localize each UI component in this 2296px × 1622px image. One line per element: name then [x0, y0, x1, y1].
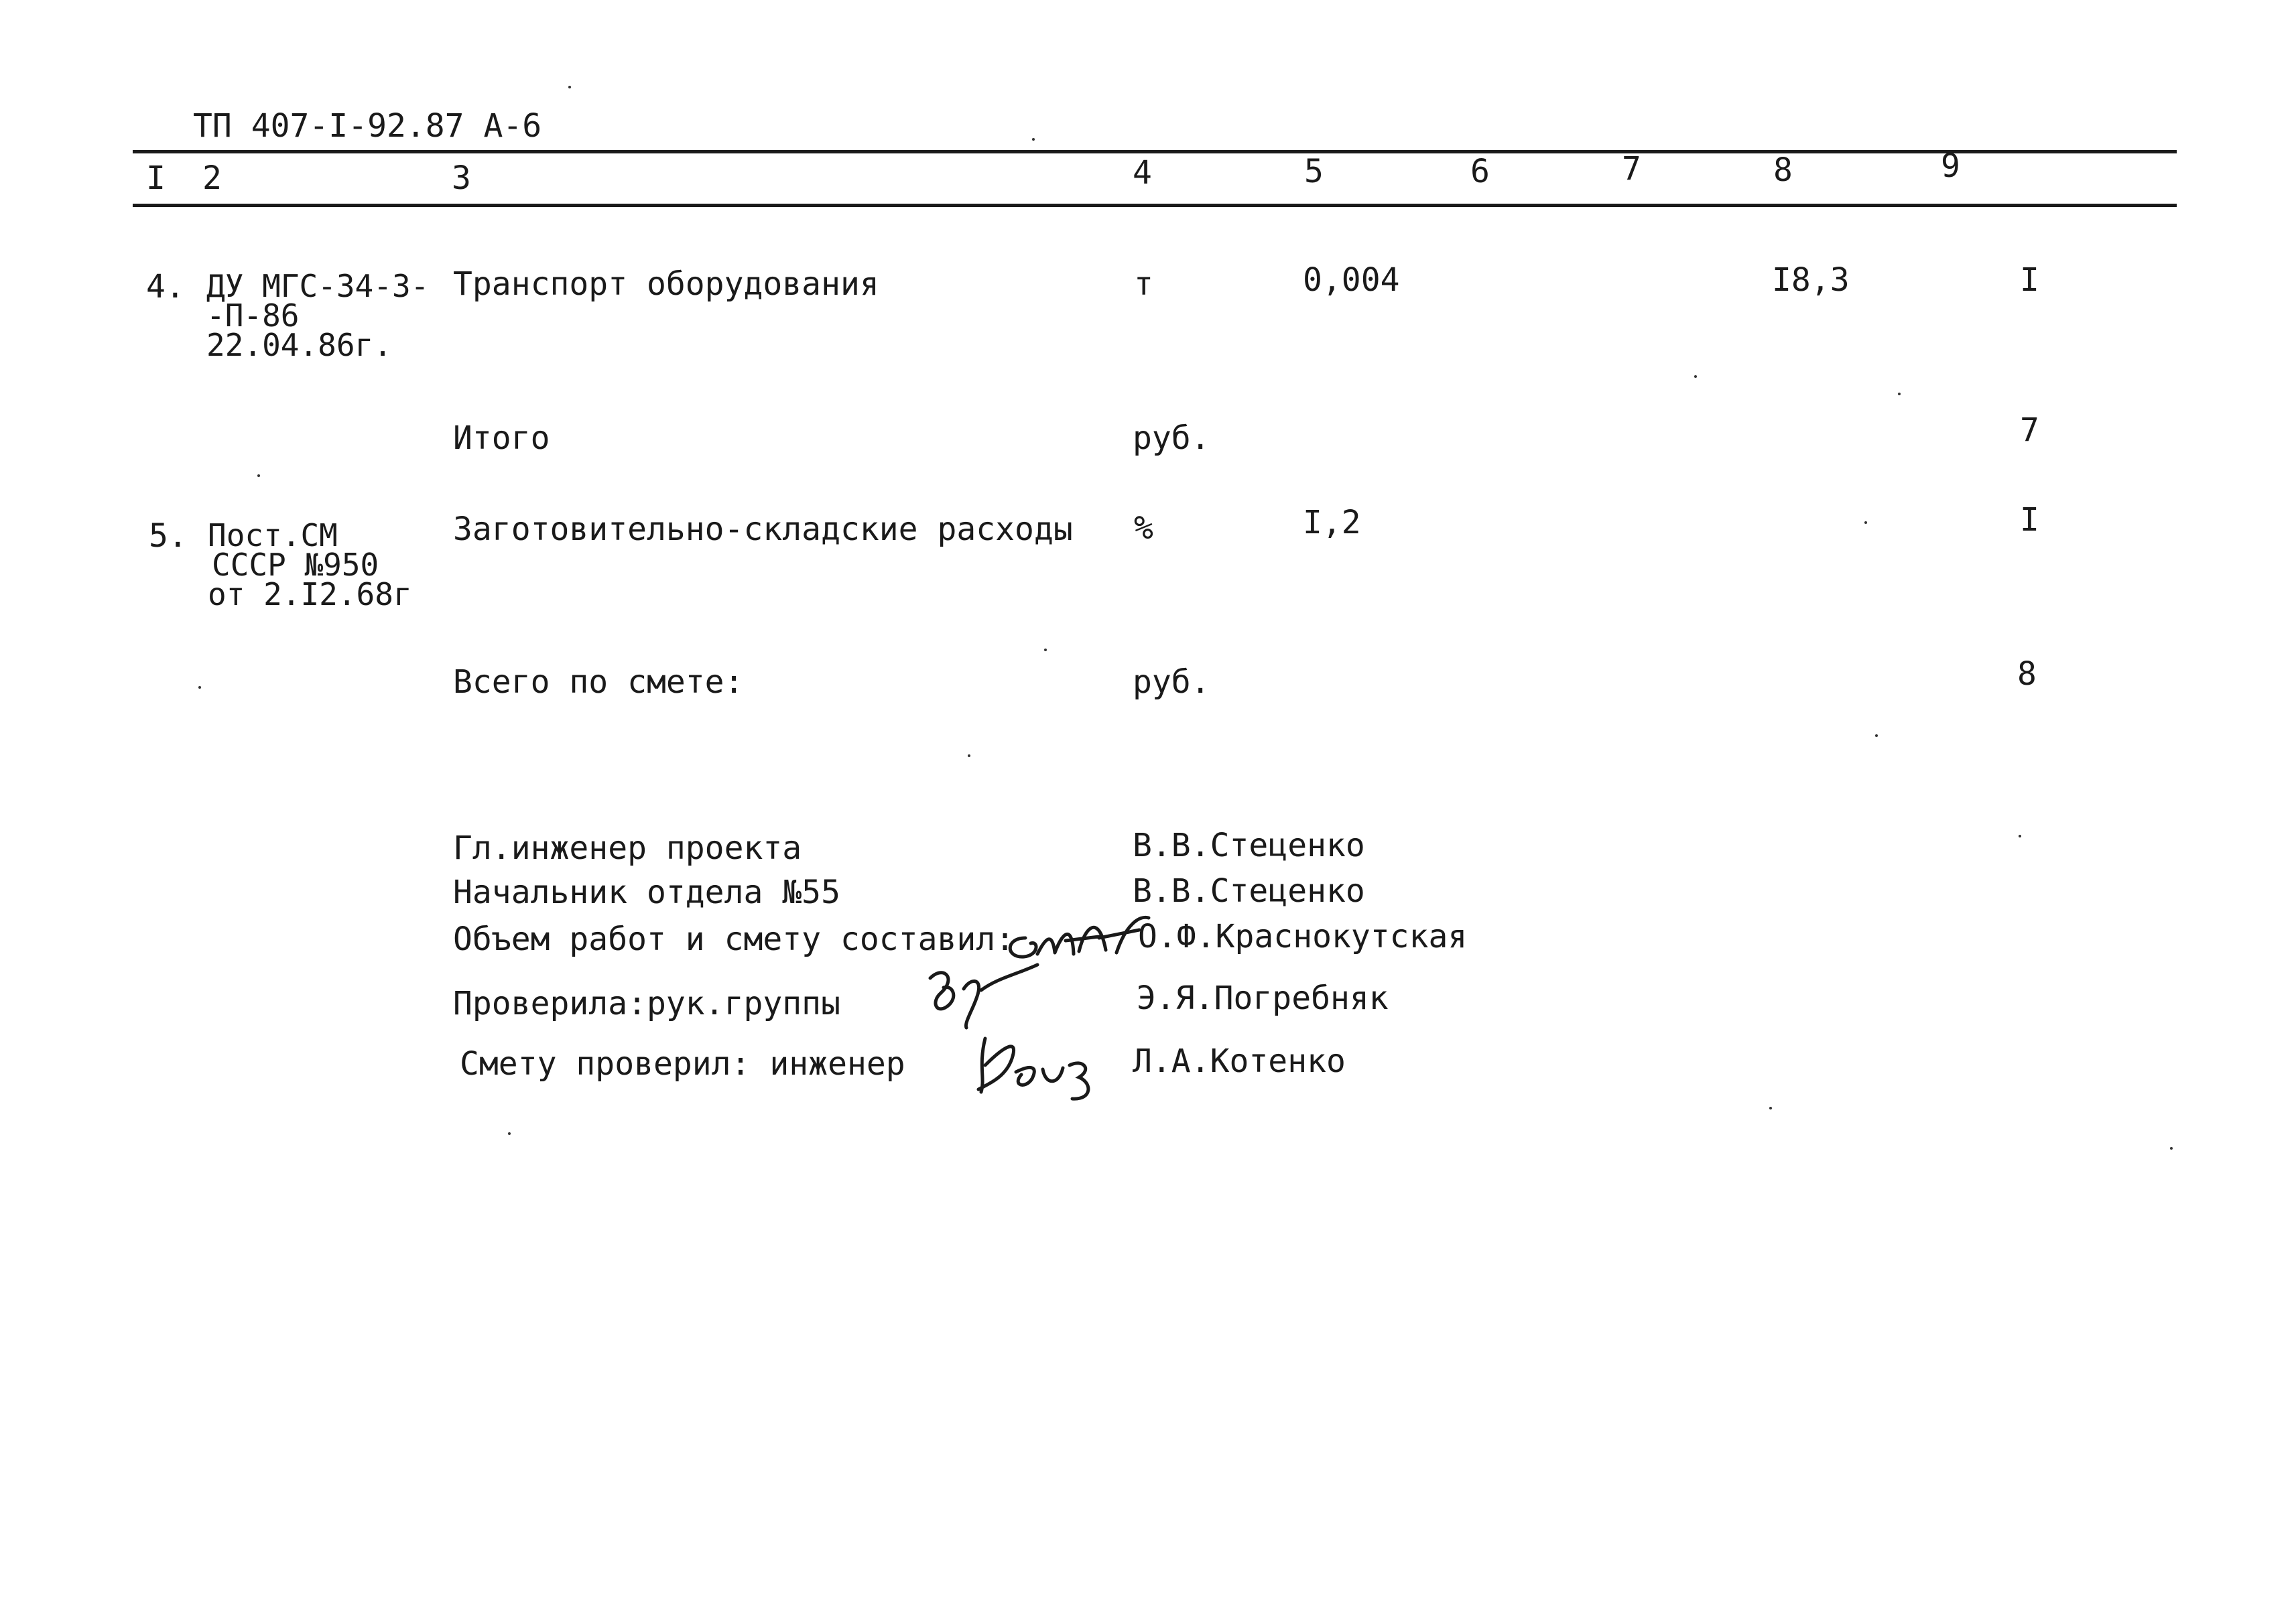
- signature-name: Л.А.Котенко: [1133, 1042, 1346, 1080]
- scan-speck: [568, 86, 571, 88]
- row-col8-value: I8,3: [1772, 261, 1850, 299]
- column-header-3: 3: [452, 159, 471, 197]
- scan-speck: [2019, 835, 2021, 837]
- table-header-rule: [133, 204, 2177, 207]
- scan-speck: [1044, 649, 1047, 651]
- column-header-4: 4: [1133, 154, 1152, 192]
- scan-speck: [508, 1132, 511, 1135]
- document-code: ТП 407-I-92.87 А-6: [193, 107, 542, 145]
- scan-speck: [2170, 1147, 2173, 1150]
- row-ref-line: Пост.СМ: [208, 517, 338, 553]
- row-ref-line: СССР №950: [212, 547, 379, 583]
- row-quantity: 0,004: [1303, 261, 1400, 299]
- signature-name: В.В.Стеценко: [1133, 827, 1365, 864]
- scan-speck: [1694, 375, 1697, 378]
- row-number: 5.: [149, 517, 188, 555]
- signature-name: Э.Я.Погребняк: [1137, 979, 1389, 1017]
- scan-speck: [1864, 521, 1867, 524]
- column-header-1: I: [146, 159, 166, 197]
- column-header-6: 6: [1470, 153, 1490, 190]
- handwritten-signature: [965, 1025, 1099, 1105]
- column-header-2: 2: [202, 159, 222, 197]
- scan-speck: [1875, 734, 1878, 737]
- scan-speck: [968, 754, 970, 757]
- row-ref-line: 22.04.86г.: [206, 327, 392, 363]
- row-ref-line: -П-86: [206, 297, 300, 334]
- column-header-8: 8: [1773, 151, 1793, 189]
- row-col9-value: 7: [2020, 411, 2039, 449]
- table-top-rule: [133, 150, 2177, 153]
- row-number: 4.: [146, 268, 185, 306]
- row-unit: %: [1134, 509, 1153, 547]
- row-name: Всего по смете:: [453, 663, 744, 701]
- row-name: Итого: [453, 419, 550, 457]
- row-name: Заготовительно-складские расходы: [453, 511, 1073, 548]
- row-ref-line: от 2.I2.68г: [208, 576, 412, 612]
- signature-role: Гл.инженер проекта: [453, 829, 802, 867]
- signature-role: Начальник отдела №55: [453, 874, 840, 911]
- row-quantity: I,2: [1303, 504, 1361, 541]
- row-ref-line: ДУ МГС-34-3-: [206, 268, 430, 304]
- column-header-5: 5: [1304, 153, 1324, 190]
- scan-speck: [1769, 1107, 1772, 1109]
- row-unit: т: [1134, 265, 1153, 303]
- signature-role: Объем работ и смету составил:: [453, 921, 1015, 958]
- column-header-9: 9: [1941, 147, 1960, 185]
- row-unit: руб.: [1133, 663, 1210, 701]
- row-col9-value: I: [2020, 501, 2039, 539]
- row-col9-value: 8: [2017, 655, 2037, 693]
- signature-name: В.В.Стеценко: [1133, 872, 1365, 910]
- scan-speck: [1898, 393, 1901, 395]
- row-col9-value: I: [2020, 261, 2039, 299]
- column-header-7: 7: [1622, 150, 1641, 188]
- signature-name: О.Ф.Краснокутская: [1138, 918, 1468, 955]
- scan-speck: [1032, 138, 1035, 141]
- row-name: Транспорт оборудования: [453, 265, 879, 303]
- handwritten-signature: [917, 958, 1051, 1032]
- scan-speck: [257, 474, 260, 477]
- row-unit: руб.: [1133, 419, 1210, 457]
- signature-role: Смету проверил: инженер: [460, 1045, 905, 1083]
- signature-role: Проверила:рук.группы: [453, 985, 840, 1022]
- scan-speck: [198, 686, 201, 689]
